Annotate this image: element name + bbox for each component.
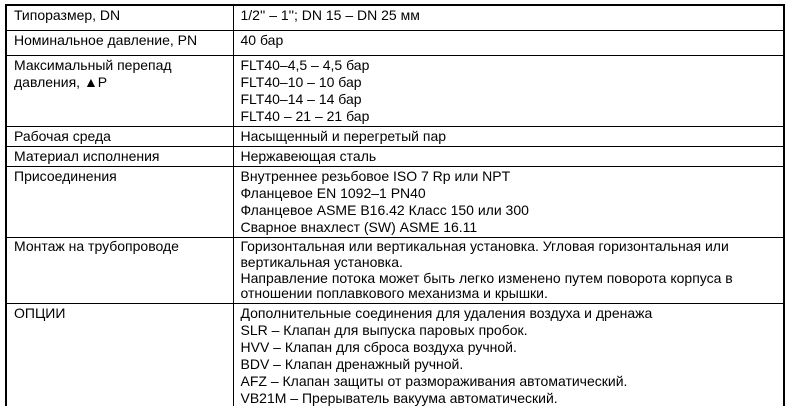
table-row <box>6 56 784 127</box>
table-row <box>6 304 784 406</box>
spec-value-cell <box>233 31 784 56</box>
spec-value-line: Насыщенный и перегретый пар <box>240 128 447 144</box>
spec-label-cell: Присоединения <box>6 167 233 238</box>
spec-value-cell <box>233 127 784 147</box>
spec-label-cell: Рабочая среда <box>6 127 233 147</box>
spec-value-line: HVV – Клапан для сброса воздуха ручной. <box>240 339 517 356</box>
table-row <box>6 238 784 304</box>
spec-value-line: Внутреннее резьбовое ISO 7 Rp или NPT <box>240 168 511 184</box>
spec-label-cell: ОПЦИИ <box>6 304 233 406</box>
spec-value-line: 1/2'' – 1''; DN 15 – DN 25 мм <box>240 7 420 23</box>
spec-table-body <box>6 5 784 406</box>
spec-value-line: FLT40–10 – 10 бар <box>240 74 362 90</box>
spec-value-line: SLR – Клапан для выпуска паровых пробок. <box>240 322 528 339</box>
spec-value-cell <box>233 304 784 406</box>
table-row <box>6 127 784 147</box>
spec-value-line: BDV – Клапан дренажный ручной. <box>240 356 464 373</box>
spec-value-line: Нержавеющая сталь <box>240 148 377 164</box>
spec-label-cell: Монтаж на трубопроводе <box>6 238 233 304</box>
spec-value-cell <box>233 56 784 127</box>
spec-label-cell: Номинальное давление, PN <box>6 31 233 56</box>
spec-value-line: FLT40–4,5 – 4,5 бар <box>240 57 370 73</box>
spec-value-line: Фланцевое EN 1092–1 PN40 <box>240 185 426 201</box>
spec-value-line: FLT40–14 – 14 бар <box>240 91 362 107</box>
spec-value-line: VB21M – Прерыватель вакуума автоматический. <box>240 390 558 406</box>
spec-value-line: Горизонтальная или вертикальная установка. Угловая горизонтальная или вертикальная установка. <box>240 238 729 270</box>
table-row <box>6 5 784 31</box>
spec-value-line: Фланцевое ASME B16.42 Класс 150 или 300 <box>240 202 529 218</box>
table-row <box>6 167 784 238</box>
spec-value-cell <box>233 147 784 167</box>
spec-value-line: AFZ – Клапан защиты от размораживания автоматический. <box>240 373 628 390</box>
spec-value-line: 40 бар <box>240 32 284 48</box>
spec-value-cell <box>233 167 784 238</box>
spec-label-cell: Типоразмер, DN <box>6 5 233 31</box>
spec-value-line: Сварное внахлест (SW) ASME 16.11 <box>240 219 478 235</box>
table-row <box>6 147 784 167</box>
spec-table <box>5 4 785 406</box>
spec-value-line: Направление потока может быть легко изменено путем поворота корпуса в отношении поплавкового механизма и крышки. <box>240 269 733 302</box>
spec-value-line: Дополнительные соединения для удаления воздуха и дренажа <box>240 305 653 322</box>
spec-label-cell: Максимальный перепад давления, ▲P <box>6 56 233 127</box>
spec-value-cell <box>233 238 784 304</box>
table-row <box>6 31 784 56</box>
spec-label-cell: Материал исполнения <box>6 147 233 167</box>
spec-value-cell <box>233 5 784 31</box>
spec-value-line: FLT40 – 21 – 21 бар <box>240 108 370 124</box>
